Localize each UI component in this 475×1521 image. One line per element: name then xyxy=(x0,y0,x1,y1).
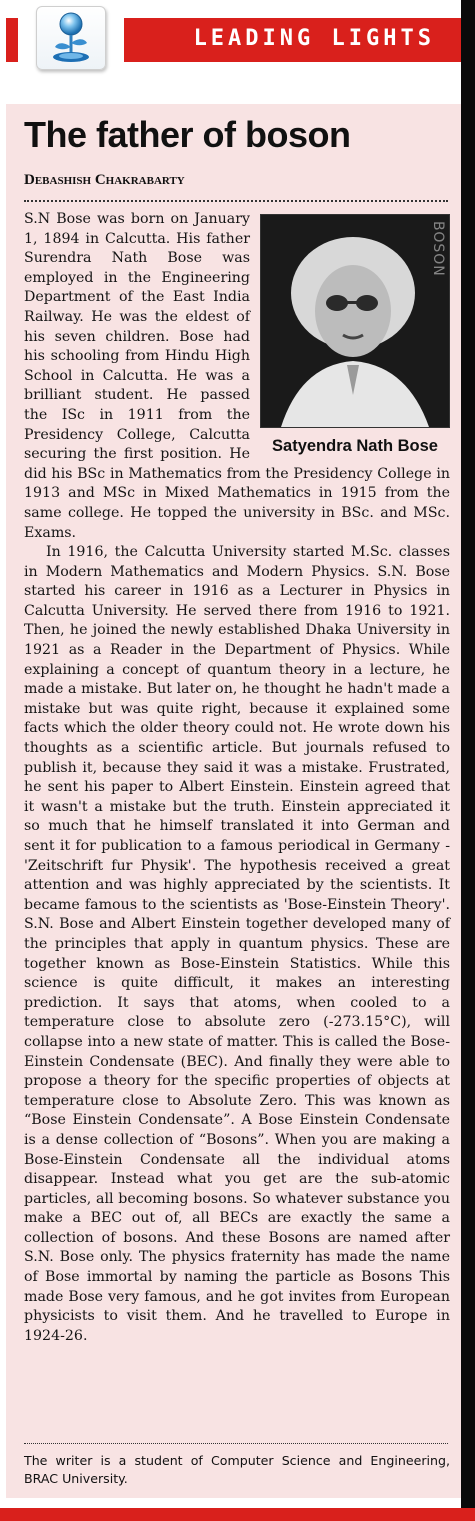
article-body xyxy=(24,210,450,1346)
paragraph-2: In 1916, the Calcutta University started M.Sc. classes in Modern Mathematics and Modern Physics. S.N. Bose started his career in 1916 as a Lecturer in Physics in Calcutta University. He served there from 1916 to 1921. Then, he joined the newly established Dhaka University in 1921 as a Reader in the Department of Physics. While explaining a concept of quantum theory in a lecture, he made a mistake. But later on, he thought he hadn't made a mistake but was quite right, because it explained some facts which the older theory could not. He wrote down his thoughts as a scientific article. But journals refused to publish it, because they said it was a mistake. Frustrated, he sent his paper to Albert Einstein. Einstein agreed that it wasn't a mistake but the truth. Einstein appreciated it so much that he himself translated it into German and sent it for publication to a famous periodical in Germany - 'Zeitschrift fur Physik'. The hypothesis received a great attention and was highly appreciated by the scientists. It became famous to the scientists as 'Bose-Einstein Theory'. S.N. Bose and Albert Einstein together developed many of the principles that apply in quantum physics. These are together known as Bose-Einstein Statistics. While this science is quite difficult, it makes an interesting prediction. It says that atoms, when cooled to a temperature close to absolute zero (-273.15°C), will collapse into a new state of matter. This is called the Bose-Einstein Condensate (BEC). And finally they were able to propose a theory for the specific properties of objects at temperature close to Absolute Zero. This was known as “Bose Einstein Condensate”. A Bose Einstein Condensate is a dense collection of “Bosons”. When you are making a Bose-Einstein Condensate all the individual atoms disappear. Instead what you get are the sub-atomic particles, all becoming bosons. So whatever substance you make a BEC out of, all BECs are exactly the same a collection of bosons. And these Bosons are named after S.N. Bose only. The physics fraternity has made the name of Bose immortal by naming the particle as Bosons This made Bose very famous, and he got invites from European physicists to visit them. And he travelled to Europe in 1924-26. xyxy=(24,544,450,1344)
footer-accent-bar xyxy=(0,1508,475,1521)
section-banner xyxy=(124,18,467,62)
portrait-photo xyxy=(260,214,450,428)
article-title: The father of boson xyxy=(24,114,351,155)
dotted-divider-bottom xyxy=(24,1443,448,1444)
section-title: LEADING LIGHTS xyxy=(193,26,435,51)
photo-caption: Satyendra Nath Bose xyxy=(272,437,438,455)
page-header xyxy=(0,0,475,88)
section-logo xyxy=(36,6,106,70)
lightbulb-plant-icon xyxy=(37,7,105,69)
photo-watermark: BOSON xyxy=(430,221,446,277)
paragraph-1: S.N Bose was born on January 1, 1894 in Calcutta. His father Surendra Nath Bose was employed in the Engineering Department of the East India Railway. He was the eldest of his seven children. Bose had his schooling from Hindu High School in Calcutta. He was a brilliant student. He passed the ISc in 1911 from the Presidency College, Calcutta securing the first position. He did his BSc in Mathematics from the Presidency College in 1913 and MSc in Mixed Mathematics in 1915 from the same college. He topped the university in BSc. and MSc. Exams. xyxy=(24,211,450,541)
header-accent-bar xyxy=(6,18,18,62)
article-panel xyxy=(6,104,461,1498)
dotted-divider-top xyxy=(24,200,448,202)
right-shadow-edge xyxy=(461,0,475,1521)
portrait-figure xyxy=(260,214,450,456)
article-byline: Debashish Chakrabarty xyxy=(24,172,185,188)
portrait-illustration xyxy=(261,215,449,427)
author-note: The writer is a student of Computer Science and Engineering, BRAC University. xyxy=(24,1453,450,1486)
